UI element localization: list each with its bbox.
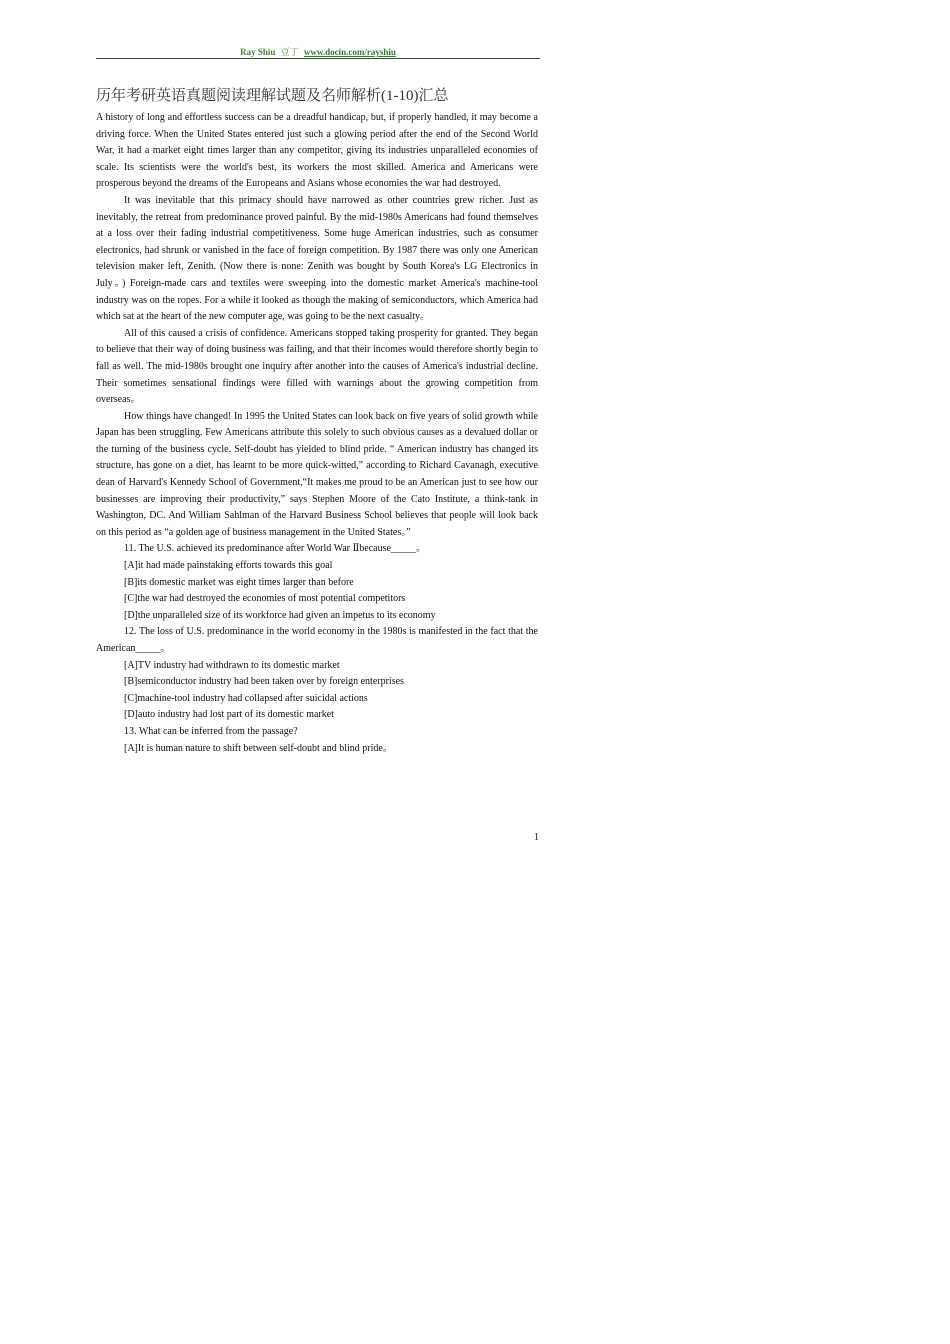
question-12-option-a: [A]TV industry had withdrawn to its domestic market (124, 659, 340, 671)
header-rule (96, 58, 540, 59)
question-11-option-a: [A]it had made painstaking efforts towards this goal (124, 560, 333, 572)
header-link[interactable]: www.docin.com/rayshiu (303, 47, 396, 57)
paragraph-3: All of this caused a crisis of confidence. Americans stopped taking prosperity for granted. They began to believe that their way of doing business was failing, and that their incomes would therefore shortly begin to fall as well. The mid-1980s brought one inquiry after another into the causes of America's industrial decline. Their sometimes sensational findings were filled with warnings about the growing competition from overseas。 (96, 327, 538, 406)
page-number: 1 (534, 832, 539, 843)
paragraph-2: It was inevitable that this primacy should have narrowed as other countries grew richer. Just as inevitably, the retreat from predominance proved painful. By the mid-1980s Americans had found themselves at a loss over their fading industrial competitiveness. Some huge American industries, such as consumer electronics, had shrunk or vanished in the face of foreign competition. By 1987 there was only one American television maker left, Zenith. (Now there is none: Zenith was bought by South Korea's LG Electronics in July。) Foreign-made cars and textiles were sweeping into the domestic market America's machine-tool industry was on the ropes. For a while it looked as though the making of semiconductors, which America had which sat at the heart of the new computer age, was going to be the next casualty。 (96, 194, 538, 323)
question-12-stem: 12. The loss of U.S. predominance in the world economy in the 1980s is manifested in the fact that the American_____。 (96, 626, 538, 654)
header-author: Ray Shiu (240, 47, 276, 57)
question-12-option-d: [D]auto industry had lost part of its domestic market (124, 709, 334, 721)
document-title: 历年考研英语真题阅读理解试题及名师解析(1-10)汇总 (96, 88, 449, 104)
question-11-stem: 11. The U.S. achieved its predominance after World War Ⅱbecause_____。 (124, 543, 426, 555)
page-header (96, 45, 540, 58)
question-13-option-a: [A]It is human nature to shift between self-doubt and blind pride。 (124, 742, 393, 754)
paragraph-1: A history of long and effortless success can be a dreadful handicap, but, if properly handled, it may become a driving force. When the United States entered just such a glowing period after the end of the Second World War, it had a market eight times larger than any competitor, giving its industries unparalleled economies of scale. Its scientists were the world's best, its workers the most skilled. America and Americans were prosperous beyond the dreams of the Europeans and Asians whose economies the war had destroyed. (96, 112, 538, 190)
document-body (96, 110, 538, 757)
header-site-name: 豆丁 (280, 47, 299, 57)
paragraph-4: How things have changed! In 1995 the United States can look back on five years of solid growth while Japan has been struggling. Few Americans attribute this solely to such obvious causes as a devalued dollar or the turning of the business cycle. Self-doubt has yielded to blind pride. “ American industry has changed its structure, has gone on a diet, has learnt to be more quick-witted,” according to Richard Cavanagh, executive dean of Harvard's Kennedy School of Government,“It makes me proud to be an American just to see how our businesses are improving their productivity,” says Stephen Moore of the Cato Institute, a think-tank in Washington, DC. And William Sahlman of the Harvard Business School believes that people will look back on this period as “a golden age of business management in the United States。” (96, 410, 538, 538)
question-11-option-b: [B]its domestic market was eight times larger than before (124, 576, 354, 588)
question-11-option-d: [D]the unparalleled size of its workforce had given an impetus to its economy (124, 609, 436, 621)
question-13-stem: 13. What can be inferred from the passage? (124, 725, 298, 737)
question-11-option-c: [C]the war had destroyed the economies of most potential competitors (124, 593, 406, 605)
question-12-option-b: [B]semiconductor industry had been taken over by foreign enterprises (124, 676, 404, 688)
question-12-option-c: [C]machine-tool industry had collapsed after suicidal actions (124, 692, 368, 704)
